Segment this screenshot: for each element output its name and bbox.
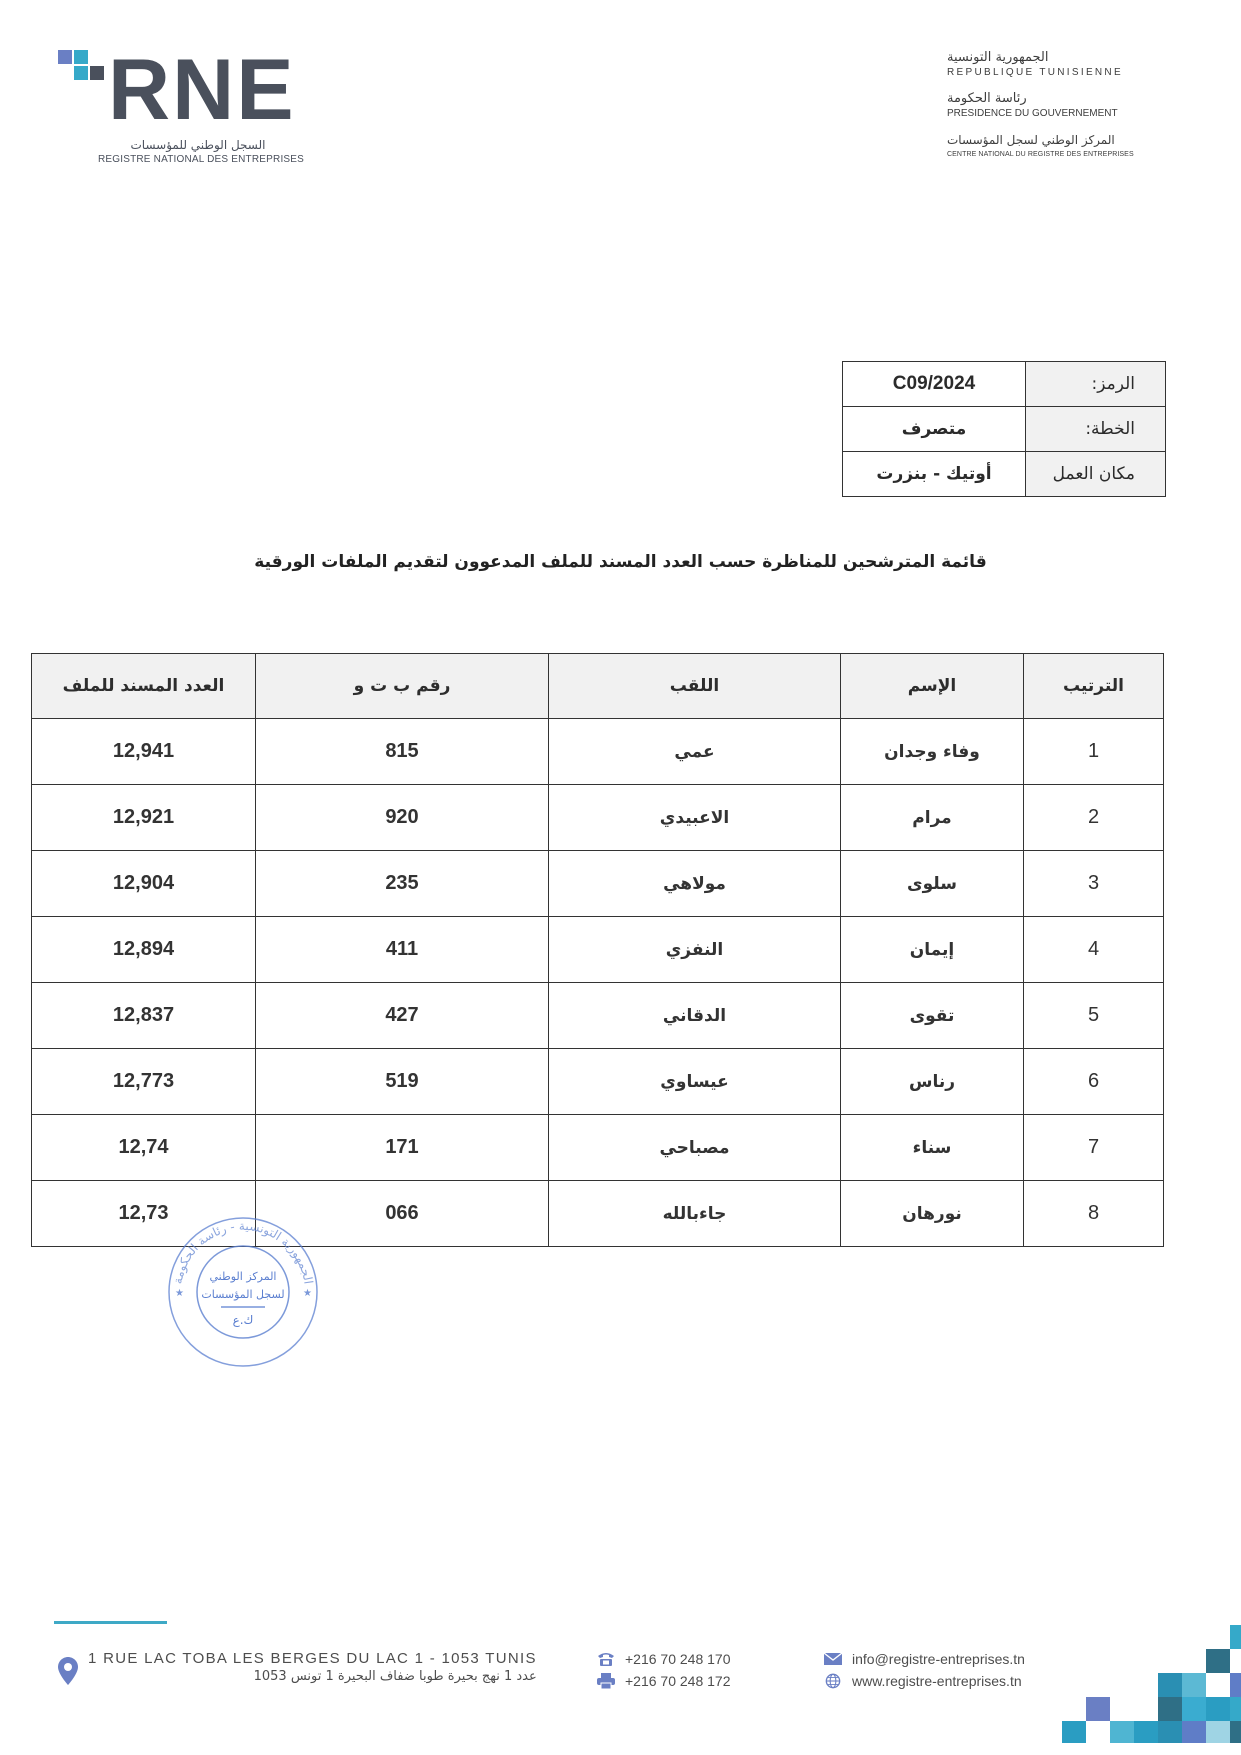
score-cell: 12,74: [32, 1115, 256, 1181]
name-cell: سناء: [841, 1115, 1024, 1181]
info-value: C09/2024: [843, 362, 1026, 407]
score-cell: 12,73: [32, 1181, 256, 1247]
candidates-table: [31, 653, 1164, 1247]
surname-cell: جاءبالله: [549, 1181, 841, 1247]
rank-cell: 2: [1024, 785, 1164, 851]
surname-cell: الاعبيدي: [549, 785, 841, 851]
score-cell: 12,904: [32, 851, 256, 917]
official-stamp: [163, 1212, 323, 1372]
deco-block: [1134, 1721, 1158, 1743]
score-cell: 12,941: [32, 719, 256, 785]
table-row: [32, 1049, 1164, 1115]
name-cell: رناس: [841, 1049, 1024, 1115]
stamp-line-2: لسجل المؤسسات: [201, 1288, 285, 1301]
surname-cell: الدقاني: [549, 983, 841, 1049]
presidency-french: PRESIDENCE DU GOUVERNEMENT: [947, 108, 1118, 119]
footer-phones: [597, 1648, 731, 1692]
score-cell: 12,773: [32, 1049, 256, 1115]
republic-french: REPUBLIQUE TUNISIENNE: [947, 67, 1123, 78]
rank-cell: 5: [1024, 983, 1164, 1049]
name-cell: تقوى: [841, 983, 1024, 1049]
competition-info-table: [842, 361, 1166, 497]
logo-pixel: [74, 66, 88, 80]
rank-cell: 8: [1024, 1181, 1164, 1247]
table-row: [32, 719, 1164, 785]
info-row-code: [843, 362, 1166, 407]
id-number-cell: 519: [256, 1049, 549, 1115]
rank-cell: 4: [1024, 917, 1164, 983]
fax-number[interactable]: +216 70 248 172: [625, 1673, 731, 1689]
info-value: متصرف: [843, 407, 1026, 452]
rank-cell: 1: [1024, 719, 1164, 785]
table-row: [32, 851, 1164, 917]
surname-cell: عمي: [549, 719, 841, 785]
phone-number[interactable]: +216 70 248 170: [625, 1651, 731, 1667]
republic-arabic: الجمهورية التونسية: [947, 50, 1049, 65]
header-name: الإسم: [841, 654, 1024, 719]
deco-block: [1158, 1697, 1182, 1721]
table-row: [32, 983, 1164, 1049]
deco-block: [1230, 1625, 1241, 1649]
address-french: 1 RUE LAC TOBA LES BERGES DU LAC 1 - 1053 TUNIS: [88, 1650, 537, 1667]
logo-pixel: [58, 50, 72, 64]
name-cell: نورهان: [841, 1181, 1024, 1247]
info-label: الرمز:: [1026, 362, 1166, 407]
header-surname: اللقب: [549, 654, 841, 719]
id-number-cell: 411: [256, 917, 549, 983]
surname-cell: عيساوي: [549, 1049, 841, 1115]
deco-block: [1158, 1673, 1182, 1697]
deco-block: [1206, 1649, 1230, 1673]
info-value: أوتيك - بنزرت: [843, 452, 1026, 497]
id-number-cell: 920: [256, 785, 549, 851]
presidency-arabic: رئاسة الحكومة: [947, 91, 1027, 106]
logo-pixel: [90, 66, 104, 80]
name-cell: مرام: [841, 785, 1024, 851]
deco-block: [1086, 1697, 1110, 1721]
score-cell: 12,837: [32, 983, 256, 1049]
header-score: العدد المسند للملف: [32, 654, 256, 719]
name-cell: سلوى: [841, 851, 1024, 917]
deco-block: [1206, 1697, 1230, 1721]
surname-cell: مولاهي: [549, 851, 841, 917]
deco-block: [1230, 1697, 1241, 1721]
logo-pixel: [74, 50, 88, 64]
id-number-cell: 171: [256, 1115, 549, 1181]
header-id-number: رقم ب ت و: [256, 654, 549, 719]
document-title: قائمة المترشحين للمناظرة حسب العدد المسند للملف المدعوون لتقديم الملفات الورقية: [254, 552, 987, 572]
rank-cell: 3: [1024, 851, 1164, 917]
rank-cell: 6: [1024, 1049, 1164, 1115]
footer-contacts: [824, 1648, 1025, 1692]
id-number-cell: 427: [256, 983, 549, 1049]
deco-block: [1182, 1697, 1206, 1721]
deco-block: [1206, 1721, 1230, 1743]
info-row-position: [843, 407, 1166, 452]
fax-printer-icon: [597, 1673, 615, 1689]
deco-block: [1230, 1673, 1241, 1697]
deco-block: [1062, 1721, 1086, 1743]
name-cell: إيمان: [841, 917, 1024, 983]
info-row-workplace: [843, 452, 1166, 497]
stamp-line-3: ك.ع: [232, 1313, 254, 1327]
surname-cell: مصباحي: [549, 1115, 841, 1181]
id-number-cell: 066: [256, 1181, 549, 1247]
info-label: الخطة:: [1026, 407, 1166, 452]
logo-arabic-name: السجل الوطني للمؤسسات: [130, 138, 266, 152]
stamp-outer-text: الجمهورية التونسية - رئاسة الحكومة: [170, 1218, 316, 1285]
rank-cell: 7: [1024, 1115, 1164, 1181]
table-row: [32, 785, 1164, 851]
address-arabic: عدد 1 نهج بحيرة طوبا ضفاف البحيرة 1 تونس 1053: [253, 1669, 537, 1684]
deco-block: [1182, 1721, 1206, 1743]
stamp-line-1: المركز الوطني: [209, 1270, 277, 1283]
surname-cell: النفزي: [549, 917, 841, 983]
email-link[interactable]: info@registre-entreprises.tn: [852, 1651, 1025, 1667]
deco-block: [1230, 1721, 1241, 1743]
table-row: [32, 917, 1164, 983]
deco-block: [1110, 1721, 1134, 1743]
website-link[interactable]: www.registre-entreprises.tn: [852, 1673, 1022, 1689]
table-row: [32, 1115, 1164, 1181]
info-label: مكان العمل: [1026, 452, 1166, 497]
footer-address: [88, 1650, 537, 1684]
telephone-icon: [597, 1651, 615, 1667]
centre-arabic: المركز الوطني لسجل المؤسسات: [947, 133, 1115, 147]
score-cell: 12,894: [32, 917, 256, 983]
table-header-row: [32, 654, 1164, 719]
header-rank: الترتيب: [1024, 654, 1164, 719]
id-number-cell: 815: [256, 719, 549, 785]
name-cell: وفاء وجدان: [841, 719, 1024, 785]
stamp-star-icon: ★: [175, 1288, 184, 1299]
footer-accent-line: [54, 1621, 167, 1624]
id-number-cell: 235: [256, 851, 549, 917]
globe-icon: [824, 1673, 842, 1689]
centre-french: CENTRE NATIONAL DU REGISTRE DES ENTREPRISES: [947, 151, 1134, 158]
logo-letters: RNE: [108, 42, 296, 138]
rne-logo: [58, 42, 308, 165]
deco-block: [1158, 1721, 1182, 1743]
location-pin-icon: [58, 1657, 78, 1685]
government-header: [947, 50, 1177, 173]
decorative-pixel-blocks: [1060, 1620, 1241, 1755]
score-cell: 12,921: [32, 785, 256, 851]
email-envelope-icon: [824, 1651, 842, 1667]
stamp-star-icon: ★: [303, 1288, 312, 1299]
deco-block: [1182, 1673, 1206, 1697]
logo-french-name: REGISTRE NATIONAL DES ENTREPRISES: [97, 154, 305, 165]
